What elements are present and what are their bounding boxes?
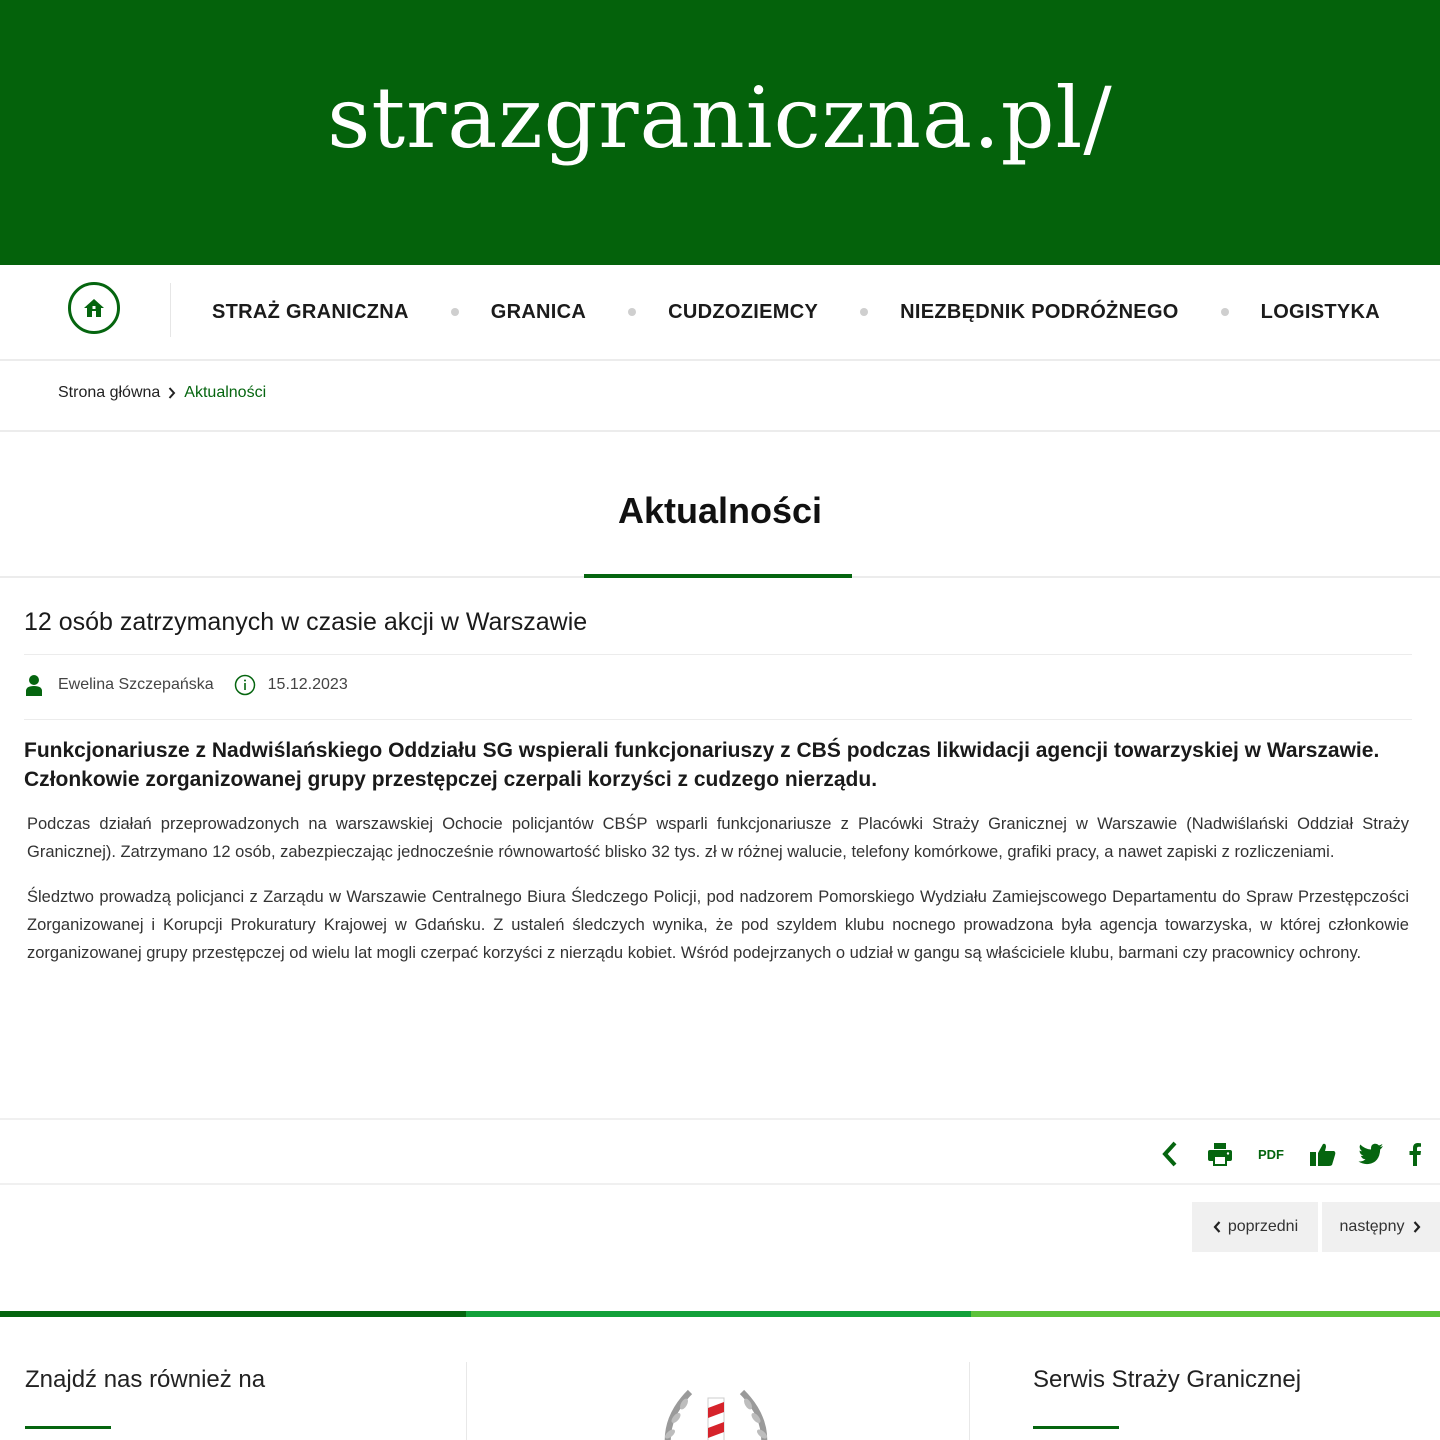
- home-icon: [83, 298, 105, 318]
- article-lead: Funkcjonariusze z Nadwiślańskiego Oddziału SG wspierali funkcjonariuszy z CBŚ podczas likwidacji agencji towarzyskiej w Warszawie. Członkowie zorganizowanej grupy przestępczej czerpali korzyści z cudzego nierządu.: [24, 739, 1380, 791]
- next-label: następny: [1339, 1218, 1405, 1235]
- facebook-share-button[interactable]: [1402, 1138, 1428, 1170]
- back-icon: [1162, 1141, 1178, 1167]
- nav-item-logistyka[interactable]: LOGISTYKA: [1260, 300, 1381, 323]
- thumbs-up-icon: [1309, 1141, 1337, 1167]
- nav-items: [190, 265, 1380, 359]
- nav-item-straz-graniczna[interactable]: STRAŻ GRANICZNA: [212, 300, 409, 323]
- main-nav: [0, 265, 1440, 361]
- breadcrumb-home-link[interactable]: Strona główna: [58, 384, 161, 401]
- nav-dot: [860, 308, 868, 316]
- like-button[interactable]: [1307, 1138, 1339, 1170]
- border-guard-emblem: [650, 1384, 782, 1440]
- chevron-right-icon: [168, 387, 176, 399]
- previous-article-button[interactable]: [1192, 1202, 1318, 1252]
- previous-label: poprzedni: [1227, 1218, 1299, 1235]
- nav-dot: [628, 308, 636, 316]
- info-icon: [234, 674, 256, 696]
- page-title: Aktualności: [617, 490, 823, 531]
- meta-divider: [24, 719, 1412, 720]
- site-banner: [0, 0, 1440, 265]
- tools-divider: [0, 1183, 1440, 1185]
- pdf-button[interactable]: [1254, 1138, 1288, 1170]
- article-meta: [24, 674, 348, 696]
- footer-column-divider: [969, 1362, 970, 1440]
- nav-item-niezbednik-podroznego[interactable]: NIEZBĘDNIK PODRÓŻNEGO: [900, 300, 1179, 323]
- footer-accent-bar: [466, 1311, 971, 1317]
- article-paragraph: Podczas działań przeprowadzonych na warszawskiej Ochocie policjantów CBŚP wsparli funkcjonariusze z Placówki Straży Granicznej w Warszawie (Nadwiślański Oddział Straży Granicznej). Zatrzymano 12 osób, zabezpieczając jednocześnie równowartość blisko 32 tys. zł w różnej walucie, telefony komórkowe, grafiki pracy, a nawet zapiski z rozliczeniami.: [27, 815, 1409, 861]
- pdf-icon: PDF: [1258, 1146, 1284, 1162]
- chevron-right-icon: [1412, 1220, 1422, 1234]
- twitter-share-button[interactable]: [1355, 1138, 1387, 1170]
- twitter-icon: [1358, 1143, 1384, 1165]
- next-article-button[interactable]: [1322, 1202, 1440, 1252]
- footer-service-title: Serwis Straży Granicznej: [1033, 1366, 1302, 1393]
- footer-accent-bar: [971, 1311, 1440, 1317]
- footer-accent-bar: [0, 1311, 466, 1317]
- facebook-icon: [1408, 1142, 1422, 1166]
- nav-dot: [451, 308, 459, 316]
- nav-item-cudzoziemcy[interactable]: CUDZOZIEMCY: [668, 300, 819, 323]
- back-button[interactable]: [1156, 1138, 1184, 1170]
- banner-url-text: strazgraniczna.pl/: [327, 68, 1113, 167]
- footer-column-divider: [466, 1362, 467, 1440]
- footer-title-underline: [1033, 1426, 1119, 1429]
- print-icon: [1207, 1141, 1233, 1167]
- home-button[interactable]: [68, 282, 120, 334]
- article-divider: [24, 654, 1412, 655]
- footer-social-title: Znajdź nas również na: [25, 1366, 266, 1393]
- user-icon: [24, 674, 44, 696]
- chevron-left-icon: [1212, 1220, 1222, 1234]
- tools-divider: [0, 1118, 1440, 1120]
- breadcrumb: [58, 384, 266, 402]
- footer-title-underline: [25, 1426, 111, 1429]
- article-paragraph: Śledztwo prowadzą policjanci z Zarządu w Warszawie Centralnego Biura Śledczego Policji, pod nadzorem Pomorskiego Wydziału Zamiejscowego Departamentu do Spraw Przestępczości Zorganizowanej i Korupcji Prokuratury Krajowej w Gdańsku. Z ustaleń śledczych wynika, że pod szyldem klubu nocnego prowadzona była agencja towarzyska, w której członkowie zorganizowanej grupy przestępczej od wielu lat mogli czerpać korzyści z nierządu kobiet. Wśród podejrzanych o udział w gangu są właściciele klubu, barmani czy pracownicy ochrony.: [27, 888, 1409, 962]
- breadcrumb-divider: [0, 430, 1440, 432]
- breadcrumb-current-link[interactable]: Aktualności: [184, 384, 267, 401]
- article-date: 15.12.2023: [267, 676, 348, 693]
- nav-item-granica[interactable]: GRANICA: [490, 300, 587, 323]
- print-button[interactable]: [1204, 1138, 1236, 1170]
- article-author: Ewelina Szczepańska: [58, 676, 214, 693]
- title-accent-underline: [584, 574, 852, 578]
- article-title: 12 osób zatrzymanych w czasie akcji w Warszawie: [24, 608, 588, 636]
- nav-dot: [1221, 308, 1229, 316]
- nav-divider: [170, 283, 171, 337]
